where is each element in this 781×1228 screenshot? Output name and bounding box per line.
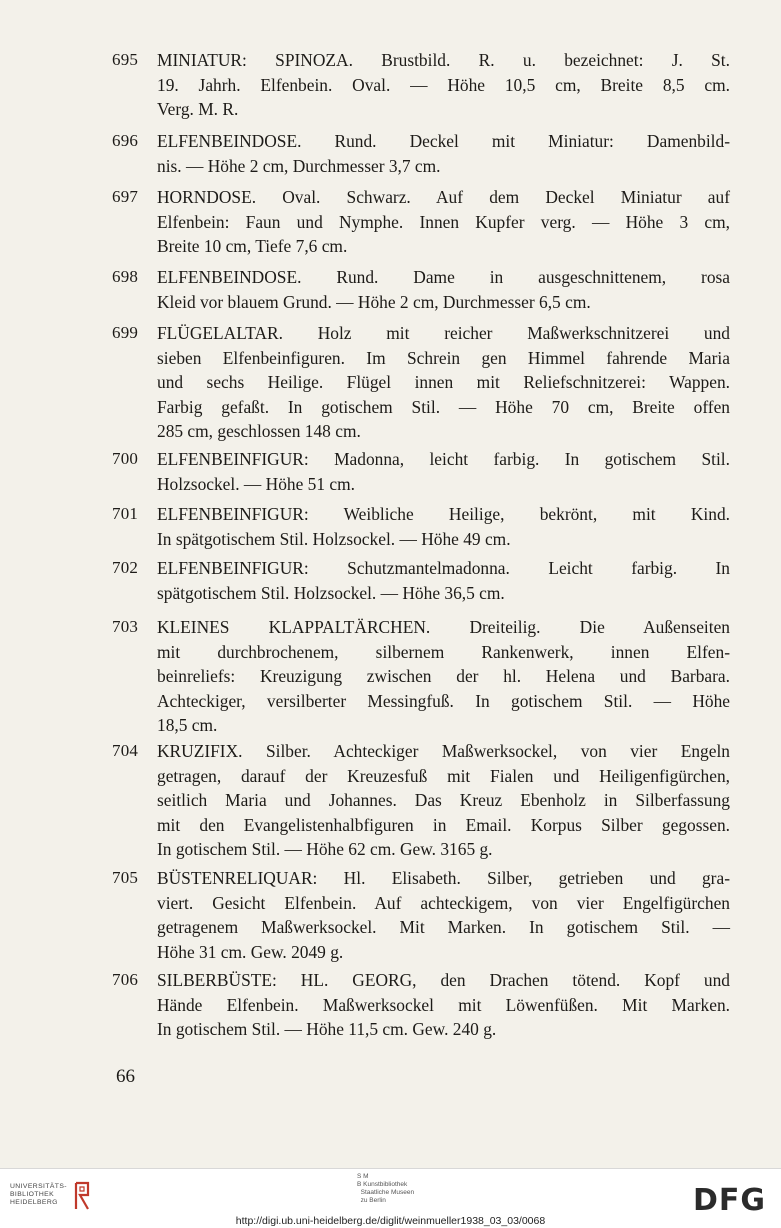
entry-line: ELFENBEINFIGUR: Weibliche Heilige, bekrönt, mit Kind.: [157, 504, 730, 524]
entry-number: 696: [112, 131, 139, 150]
entry-line: In spätgotischem Stil. Holzsockel. — Höhe 49 cm.: [157, 528, 511, 549]
entry-number: 699: [112, 323, 139, 342]
entry-line: sieben Elfenbeinfiguren. Im Schrein gen Himmel fahrende Maria: [157, 347, 730, 368]
entry-number: 705: [112, 868, 139, 887]
library-logo-icon: [70, 1179, 94, 1213]
entry-text: [157, 265, 730, 314]
catalog-entry: [112, 129, 730, 178]
entry-text: [157, 48, 730, 122]
catalog-entry: [112, 615, 730, 738]
entry-line: Hände Elfenbein. Maßwerksockel mit Löwenfüßen. Mit Marken.: [157, 994, 730, 1015]
entry-line: getragenem Maßwerksockel. Mit Marken. In gotischem Stil. —: [157, 917, 730, 938]
entry-line: mit den Evangelistenhalbfiguren in Email. Korpus Silber gegossen.: [157, 814, 730, 835]
entry-line: Elfenbein: Faun und Nymphe. Innen Kupfer verg. — Höhe 3 cm,: [157, 211, 730, 232]
entry-line: MINIATUR: SPINOZA. Brustbild. R. u. bezeichnet: J. St.: [157, 50, 730, 70]
entry-line: Breite 10 cm, Tiefe 7,6 cm.: [157, 236, 348, 257]
entry-number: 706: [112, 970, 139, 989]
entry-number: 698: [112, 267, 139, 286]
entry-line: Kleid vor blauem Grund. — Höhe 2 cm, Durchmesser 6,5 cm.: [157, 291, 591, 312]
entry-line: HORNDOSE. Oval. Schwarz. Auf dem Deckel Miniatur auf: [157, 187, 730, 207]
entry-line: mit durchbrochenem, silbernem Rankenwerk, innen Elfen-: [157, 641, 730, 662]
entry-number: 704: [112, 741, 139, 760]
entry-text: [157, 502, 730, 551]
entry-text: [157, 556, 730, 605]
catalog-entry: [112, 321, 730, 444]
entry-line: ELFENBEINDOSE. Rund. Dame in ausgeschnittenem, rosa: [157, 267, 730, 287]
entry-line: nis. — Höhe 2 cm, Durchmesser 3,7 cm.: [157, 155, 441, 176]
catalog-entry: [112, 968, 730, 1042]
entry-number: 695: [112, 50, 139, 69]
source-url[interactable]: http://digi.ub.uni-heidelberg.de/diglit/weinmueller1938_03_03/0068: [235, 1215, 546, 1227]
entry-line: seitlich Maria und Johannes. Das Kreuz Ebenholz in Silberfassung: [157, 790, 730, 811]
entry-line: getragen, darauf der Kreuzesfuß mit Fialen und Heiligenfigürchen,: [157, 765, 730, 786]
entry-line: Verg. M. R.: [157, 99, 239, 120]
entry-line: KRUZIFIX. Silber. Achteckiger Maßwerksockel, von vier Engeln: [157, 741, 730, 761]
entry-line: ELFENBEINFIGUR: Madonna, leicht farbig. In gotischem Stil.: [157, 449, 730, 469]
entry-line: BÜSTENRELIQUAR: Hl. Elisabeth. Silber, getrieben und gra-: [157, 868, 730, 888]
entry-line: viert. Gesicht Elfenbein. Auf achteckigem, von vier Engelfigürchen: [157, 892, 730, 913]
entry-line: 19. Jahrh. Elfenbein. Oval. — Höhe 10,5 cm, Breite 8,5 cm.: [157, 74, 730, 95]
entry-number: 700: [112, 449, 139, 468]
entry-number: 703: [112, 617, 139, 636]
entry-line: Farbig gefaßt. In gotischem Stil. — Höhe 70 cm, Breite offen: [157, 396, 730, 417]
catalog-entry: [112, 866, 730, 964]
entry-text: [157, 321, 730, 444]
entry-text: [157, 968, 730, 1042]
entry-line: Holzsockel. — Höhe 51 cm.: [157, 473, 356, 494]
entry-text: [157, 129, 730, 178]
credit-text: S M B Kunstbibliothek Staatliche Museen zu Berlin: [357, 1173, 415, 1204]
catalog-entry: [112, 185, 730, 259]
entry-line: und sechs Heilige. Flügel innen mit Reliefschnitzerei: Wappen.: [157, 372, 730, 393]
entry-number: 702: [112, 558, 139, 577]
entry-text: [157, 447, 730, 496]
entry-text: [157, 185, 730, 259]
entry-line: ELFENBEINDOSE. Rund. Deckel mit Miniatur: Damenbild-: [157, 131, 730, 151]
entry-line: In gotischem Stil. — Höhe 11,5 cm. Gew. 240 g.: [157, 1019, 497, 1040]
entry-line: FLÜGELALTAR. Holz mit reicher Maßwerkschnitzerei und: [157, 323, 730, 343]
catalog-entry: [112, 739, 730, 862]
entry-text: [157, 866, 730, 964]
entry-number: 701: [112, 504, 139, 523]
dfg-logo: DFG: [693, 1183, 767, 1218]
entry-number: 697: [112, 187, 139, 206]
library-name: UNIVERSITÄTS- BIBLIOTHEK HEIDELBERG: [10, 1183, 67, 1206]
entry-line: beinreliefs: Kreuzigung zwischen der hl. Helena und Barbara.: [157, 666, 730, 687]
entry-text: [157, 739, 730, 862]
catalog-entry: [112, 48, 730, 122]
entry-line: 285 cm, geschlossen 148 cm.: [157, 421, 361, 442]
entry-line: SILBERBÜSTE: HL. GEORG, den Drachen tötend. Kopf und: [157, 970, 730, 990]
catalog-entry: [112, 502, 730, 551]
catalog-entry: [112, 447, 730, 496]
entry-text: [157, 615, 730, 738]
entry-line: KLEINES KLAPPALTÄRCHEN. Dreiteilig. Die Außenseiten: [157, 617, 730, 637]
entry-line: Achteckiger, versilberter Messingfuß. In gotischem Stil. — Höhe: [157, 690, 730, 711]
catalog-entry: [112, 556, 730, 605]
entry-line: spätgotischem Stil. Holzsockel. — Höhe 36,5 cm.: [157, 582, 505, 603]
page-number: 66: [116, 1066, 135, 1087]
entry-line: Höhe 31 cm. Gew. 2049 g.: [157, 941, 344, 962]
entry-line: ELFENBEINFIGUR: Schutzmantelmadonna. Leicht farbig. In: [157, 558, 730, 578]
entry-line: In gotischem Stil. — Höhe 62 cm. Gew. 3165 g.: [157, 839, 493, 860]
catalog-entry: [112, 265, 730, 314]
entry-line: 18,5 cm.: [157, 715, 218, 736]
